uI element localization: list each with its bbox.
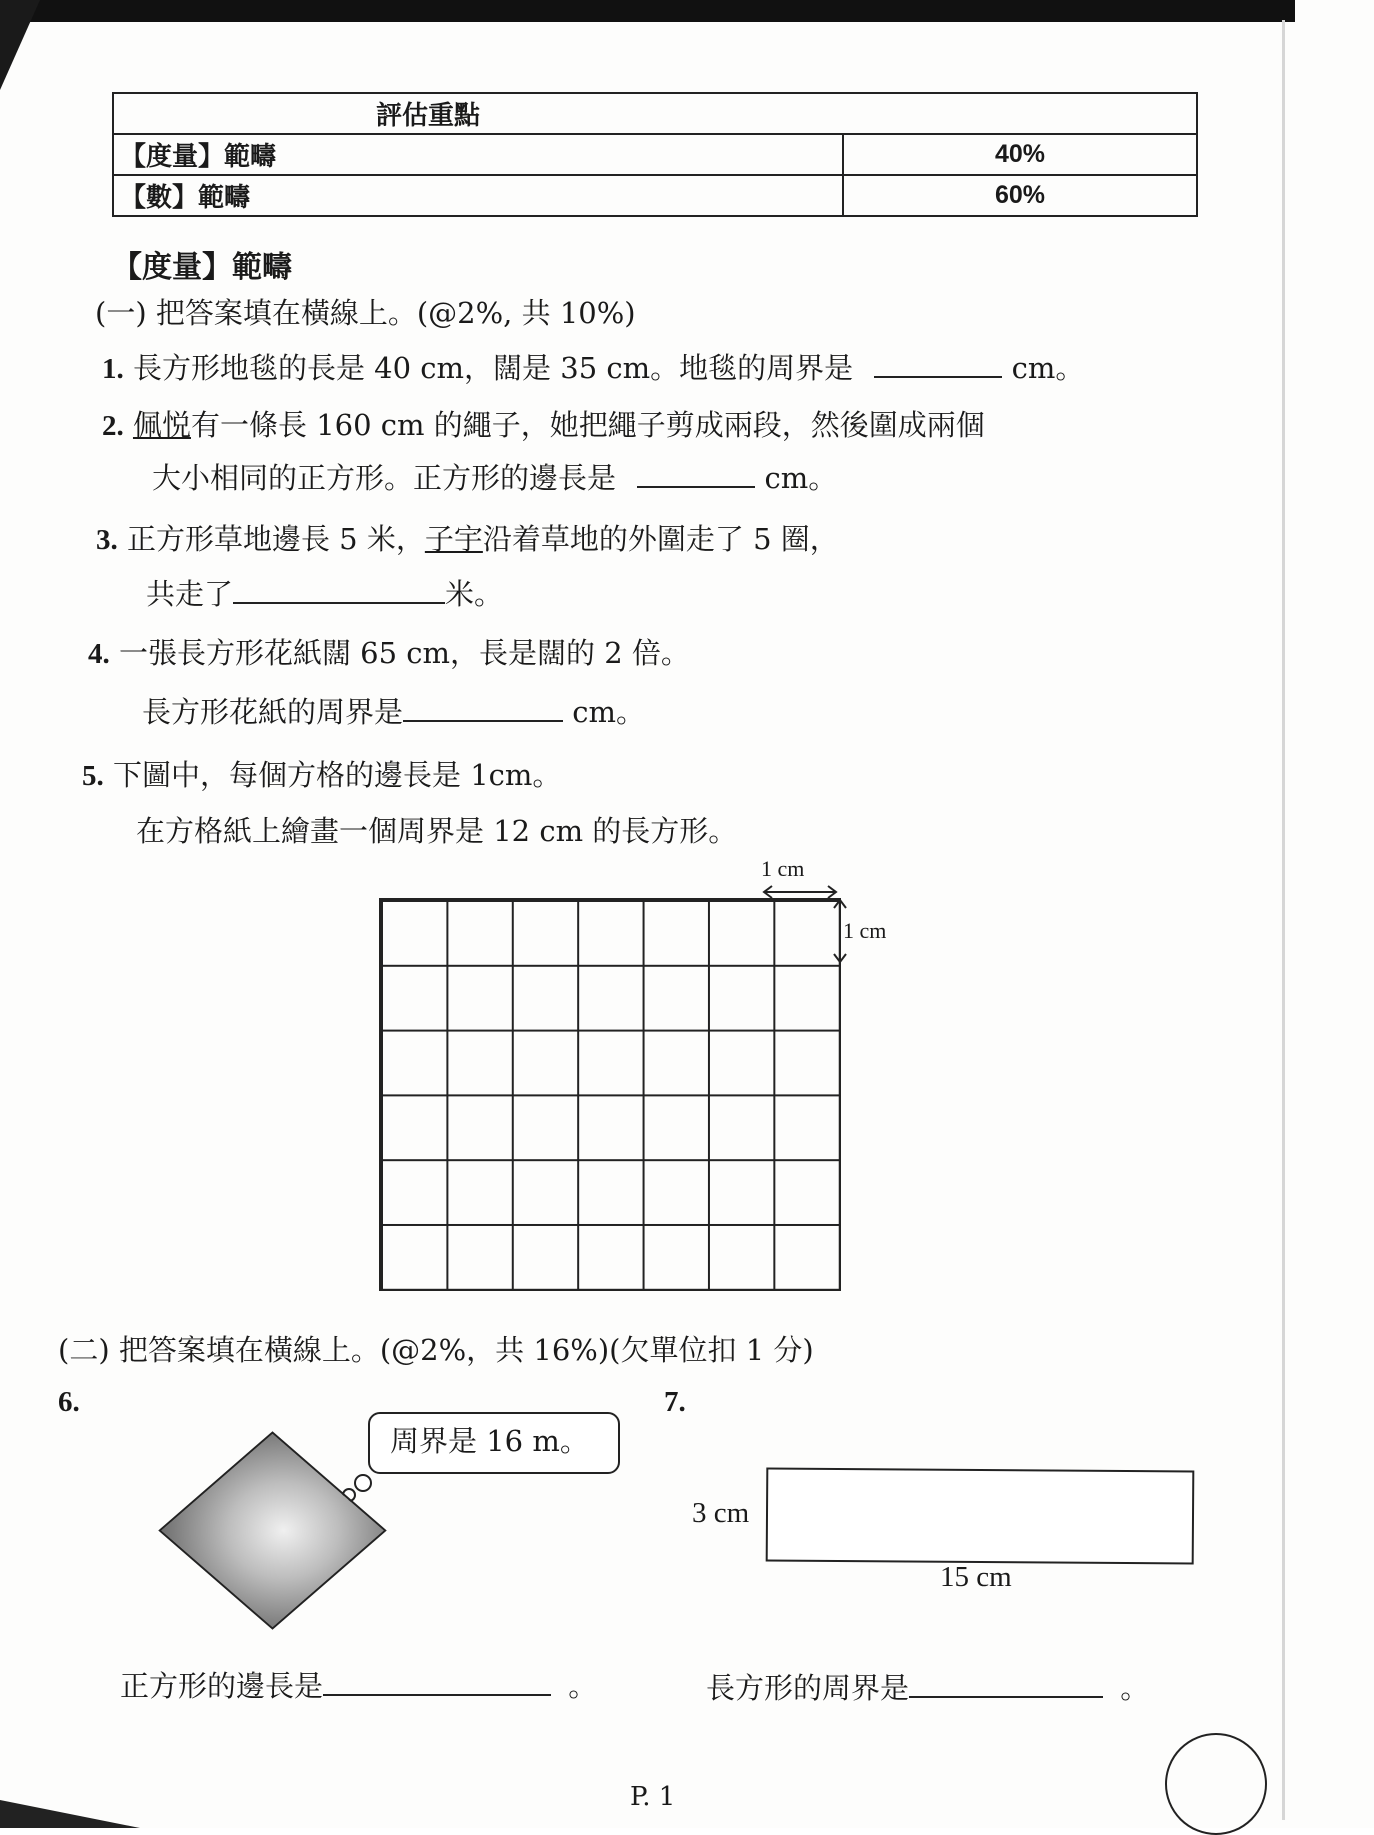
question-text: 長方形地毯的長是 40 cm，闊是 35 cm。地毯的周界是 [132, 351, 854, 385]
answer-blank[interactable] [403, 694, 563, 722]
row-label: 【數】範疇 [113, 175, 843, 216]
question-text: 沿着草地的外圍走了 5 圈， [482, 522, 839, 556]
rectangle-picture [766, 1468, 1195, 1565]
question-number: 5. [82, 760, 104, 792]
question-text: 大小相同的正方形。正方形的邊長是 [152, 461, 617, 495]
square-grid[interactable] [379, 898, 841, 1291]
question-text: 有一條長 160 cm 的繩子，她把繩子剪成兩段，然後圍成兩個 [190, 408, 985, 442]
period: 。 [568, 1669, 598, 1703]
answer-blank[interactable] [637, 460, 755, 488]
rect-width-label: 3 cm [692, 1497, 750, 1529]
question-7-number: 7. [664, 1386, 686, 1418]
question-text: 共走了 [146, 577, 234, 611]
person-name: 佩悦 [132, 408, 191, 442]
person-name: 子宇 [424, 522, 483, 556]
question-7-answer [706, 1670, 1149, 1706]
row-percent: 60% [843, 175, 1197, 216]
unit: cm。 [1011, 351, 1085, 385]
rect-length-label: 15 cm [940, 1561, 1012, 1593]
question-2 [102, 408, 985, 444]
question-4-line2 [142, 694, 645, 730]
question-text: 正方形草地邊長 5 米， [126, 522, 425, 556]
section-title: 【度量】範疇 [112, 250, 292, 285]
unit: 米。 [445, 577, 504, 611]
table-header-row [113, 93, 1197, 134]
part1-heading: (一) 把答案填在橫線上。(@2%, 共 10%) [95, 296, 636, 330]
unit: cm。 [764, 461, 838, 495]
page-number: P. 1 [630, 1782, 676, 1812]
answer-text: 正方形的邊長是 [120, 1669, 324, 1703]
bubble-text: 周界是 16 m。 [390, 1424, 589, 1458]
scan-top-edge [0, 0, 1295, 22]
row-percent: 40% [843, 134, 1197, 175]
score-circle [1165, 1733, 1267, 1835]
table-header: 評估重點 [113, 93, 1197, 134]
question-text: 一張長方形花紙闊 65 cm，長是闊的 2 倍。 [118, 636, 690, 670]
page-edge [1282, 20, 1285, 1820]
answer-blank[interactable] [323, 1668, 551, 1696]
answer-blank[interactable] [233, 576, 445, 604]
question-1 [102, 350, 1084, 387]
answer-blank[interactable] [909, 1670, 1103, 1698]
bubble-dot [354, 1474, 372, 1492]
table-row [113, 175, 1197, 216]
question-number: 2. [102, 410, 124, 442]
question-6-answer [120, 1668, 597, 1704]
part2-heading: (二) 把答案填在橫線上。(@2%，共 16%)(欠單位扣 1 分) [58, 1333, 814, 1367]
question-5-line2: 在方格紙上繪畫一個周界是 12 cm 的長方形。 [136, 814, 738, 848]
question-number: 4. [88, 638, 110, 670]
question-4 [88, 636, 690, 672]
question-text: 下圖中，每個方格的邊長是 1cm。 [112, 758, 562, 792]
question-number: 1. [102, 353, 124, 385]
question-5 [82, 758, 561, 794]
question-3-line2 [146, 576, 503, 612]
question-6-number: 6. [58, 1386, 80, 1418]
question-number: 3. [96, 524, 118, 556]
answer-text: 長方形的周界是 [706, 1671, 910, 1705]
row-label: 【度量】範疇 [113, 134, 843, 175]
assessment-table [112, 92, 1198, 217]
unit: cm。 [572, 695, 645, 729]
question-2-line2 [152, 460, 837, 496]
question-3 [96, 522, 839, 558]
table-row [113, 134, 1197, 175]
grid-label-top: 1 cm [761, 856, 805, 881]
answer-blank[interactable] [874, 350, 1002, 378]
period: 。 [1120, 1671, 1150, 1705]
question-text: 長方形花紙的周界是 [142, 695, 404, 729]
grid-label-side: 1 cm [843, 918, 887, 943]
